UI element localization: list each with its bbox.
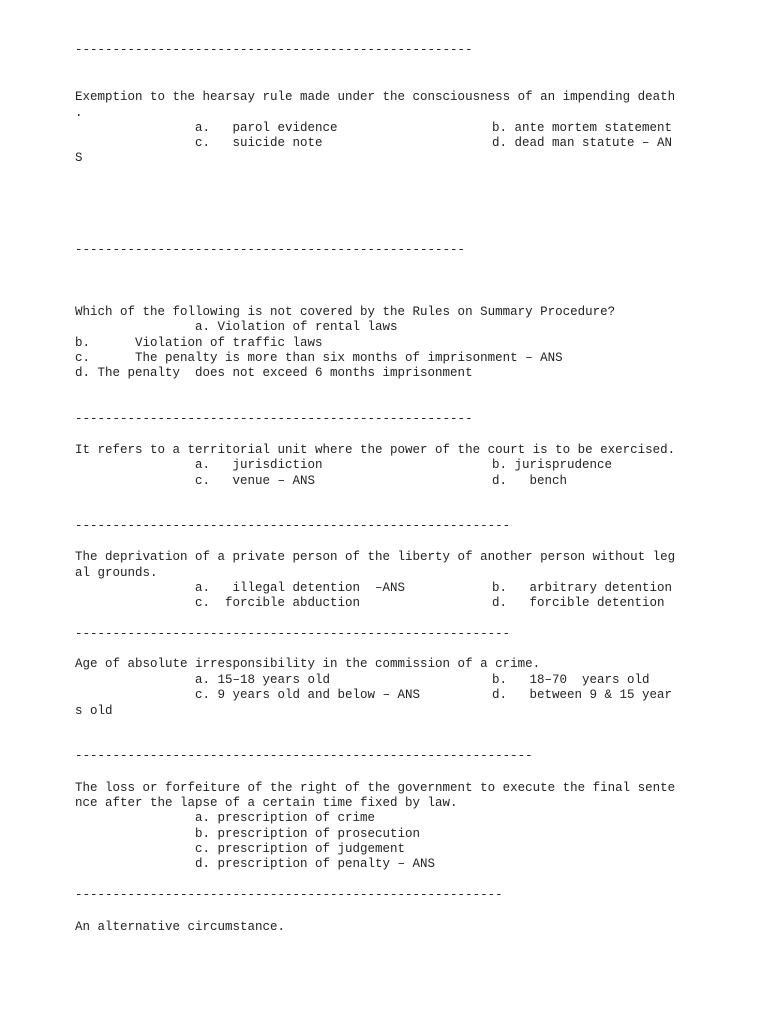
divider: ---------------------------------------------------------- (75, 519, 511, 533)
divider: ---------------------------------------------------- (75, 243, 466, 257)
option-d: d. dead man statute – AN (492, 136, 673, 150)
option-a: a. 15–18 years old (195, 673, 331, 687)
option-c: c. forcible abduction (195, 596, 361, 610)
option-a: a. jurisdiction (195, 458, 323, 472)
divider: ---------------------------------------------------------- (75, 627, 511, 641)
option-c: c. prescription of judgement (195, 842, 406, 856)
option-b: b. Violation of traffic laws (75, 336, 323, 350)
question-stem: Which of the following is not covered by the Rules on Summary Procedure? (75, 305, 616, 319)
option-a: a. parol evidence (195, 121, 338, 135)
option-c: c. 9 years old and below – ANS (195, 688, 421, 702)
question-stem: It refers to a territorial unit where the power of the court is to be exercised. (75, 443, 676, 457)
option-b: b. ante mortem statement (492, 121, 673, 135)
option-d: d. forcible detention (492, 596, 665, 610)
question-stem: Exemption to the hearsay rule made under the consciousness of an impending death (75, 90, 676, 104)
option-b: b. jurisprudence (492, 458, 613, 472)
option-d: d. bench (492, 474, 568, 488)
question-stem-continued: nce after the lapse of a certain time fixed by law. (75, 796, 458, 810)
divider: ------------------------------------------------------------- (75, 749, 533, 763)
option-c: c. suicide note (195, 136, 323, 150)
option-c: c. venue – ANS (195, 474, 316, 488)
question-stem-continued: . (75, 106, 83, 120)
option-c: c. The penalty is more than six months of imprisonment – ANS (75, 351, 563, 365)
option-a: a. illegal detention –ANS (195, 581, 406, 595)
option-d: d. The penalty does not exceed 6 months imprisonment (75, 366, 473, 380)
question-stem: The deprivation of a private person of the liberty of another person without leg (75, 550, 676, 564)
option-wrap: S (75, 151, 83, 165)
divider: ----------------------------------------------------- (75, 43, 473, 57)
option-b: b. arbitrary detention (492, 581, 673, 595)
question-stem: An alternative circumstance. (75, 920, 286, 934)
option-d: d. between 9 & 15 year (492, 688, 673, 702)
question-stem: Age of absolute irresponsibility in the commission of a crime. (75, 657, 541, 671)
option-a: a. Violation of rental laws (195, 320, 398, 334)
question-stem-continued: al grounds. (75, 566, 158, 580)
option-wrap: s old (75, 704, 113, 718)
option-b: b. prescription of prosecution (195, 827, 421, 841)
option-d: d. prescription of penalty – ANS (195, 857, 436, 871)
option-a: a. prescription of crime (195, 811, 376, 825)
option-b: b. 18–70 years old (492, 673, 650, 687)
divider: ----------------------------------------------------- (75, 412, 473, 426)
divider: --------------------------------------------------------- (75, 888, 503, 902)
question-stem: The loss or forfeiture of the right of the government to execute the final sente (75, 781, 676, 795)
